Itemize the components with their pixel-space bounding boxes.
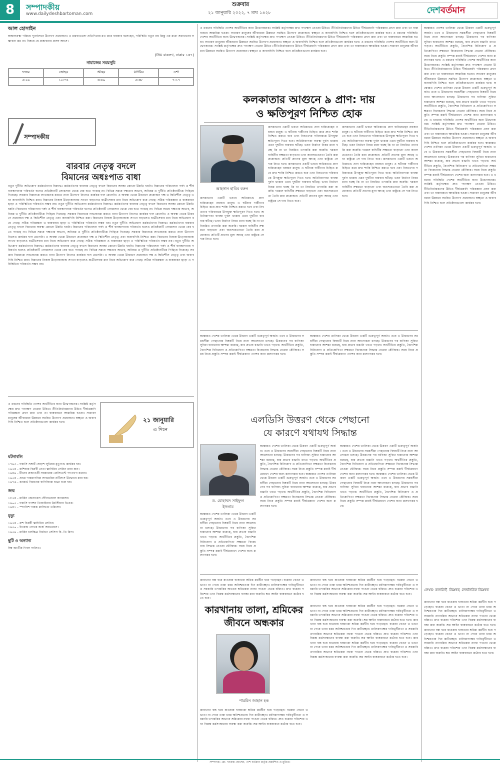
table-header: আছর — [84, 69, 119, 78]
ldc-intro-right — [310, 334, 418, 412]
divider — [200, 330, 418, 331]
history-heading-events: ঘটনাবলি — [8, 454, 23, 459]
header-day: শুক্রবার — [232, 2, 250, 8]
right-text: এ ধরনের পরিস্থিতি দেশের অর্থনীতির জন্য উদ্বেগজনক। সংশ্লিষ্ট কর্তৃপক্ষের দ্রুত পদক্ষেপ নেওয়া উচিত। নীতিনির্ধারকদের উচিত দীর্ঘমেয়াদি পরিকল্পনা গ্রহণ করা এবং তা বাস্তবায়নে আন্তরিক হওয়া। সাধারণ মানুষের জীবনমান উন্নয়নে সমন্বিত উদ্যোগ প্রয়োজন। স্বচ্ছতা ও জবাবদিহি নিশ্চিত হলে প্রতিষ্ঠানগুলো কার্যকর হবে। — [424, 58, 496, 86]
worker-body-right — [310, 604, 418, 754]
worker-author: শারমিন জাহান হক — [239, 698, 269, 703]
right-text: স্বল্পোন্নত দেশের তালিকা থেকে উত্তরণ একটি গুরুত্বপূর্ণ অর্জন। তবে এ উত্তরণের সময়সীমা পেছানোর বিষয়টি নিয়ে নানা আলোচনা চলছে। উত্তরণের পর বাণিজ্য সুবিধা হারানোর আশঙ্কা রয়েছে, যার প্রভাব রপ্তানি খাতে পড়বে। অর্থনীতির প্রস্তুতি, বৈদেশিক বিনিয়োগ ও প্রতিযোগিতা সক্ষমতা বিবেচনায় সিদ্ধান্ত নেওয়া যৌক্তিক। সময় নিয়ে প্রস্তুতি সম্পন্ন করাই দীর্ঘমেয়াদে দেশের জন্য কল্যাণকর হবে। — [424, 26, 496, 63]
date-box — [100, 402, 194, 448]
table-header: ফজর — [9, 69, 44, 78]
right-text: কারখানা বন্ধ হয়ে যাওয়ায় হাজারো শ্রমিক কর্মহীন হয়ে পড়েছেন। বকেয়া বেতন ও ভাতা না পেয়ে তারা চরম অনিশ্চয়তায় দিন কাটাচ্ছেন। মালিকপক্ষের দায়িত্বহীনতা ও সরকারি তদারকির অভাবে শ্রমিকেরা ন্যায্য পাওনা থেকে বঞ্চিত। দ্রুত বকেয়া পরিশোধ এবং বিকল্প কর্মসংস্থানের ব্যবস্থা করা জরুরি। শ্রম আইন বাস্তবায়নে কঠোর হতে হবে। — [424, 627, 496, 655]
table-header: জোহর — [43, 69, 84, 78]
list-item: ১৯৫৪ - প্রথম পারমাণবিক সাবমেরিন নটিলাস উদ্বোধন করা হয়। — [8, 475, 89, 480]
right-column-body — [424, 26, 496, 586]
worker-text: কারখানা বন্ধ হয়ে যাওয়ায় হাজারো শ্রমিক কর্মহীন হয়ে পড়েছেন। বকেয়া বেতন ও ভাতা না পেয়ে তারা চরম অনিশ্চয়তায় দিন কাটাচ্ছেন। মালিকপক্ষের দায়িত্বহীনতা ও সরকারি তদারকির অভাবে শ্রমিকেরা ন্যায্য পাওনা থেকে বঞ্চিত। দ্রুত বকেয়া পরিশোধ এবং বিকল্প কর্মসংস্থানের ব্যবস্থা করা জরুরি। শ্রম আইন বাস্তবায়নে কঠোর হতে হবে। — [310, 617, 418, 641]
right-column-footer: লেখক: কলামিস্ট, বিশ্লেষক, রাজনৈতিক বিশ্লেষক — [424, 588, 489, 592]
table-cell: ৩:৪৯ — [84, 77, 119, 86]
table-cell: ৫:৩৮ — [119, 77, 159, 86]
history-heading-holiday: ছুটি ও অন্যান্য — [8, 537, 32, 543]
table-header: এশা — [159, 69, 194, 78]
ldc-body-col0 — [200, 512, 256, 572]
list-item: ১৯২৪ - রুশ বিপ্লবী ভ্লাদিমির লেনিন। — [8, 520, 55, 525]
list-item: ১৯৪৯ - চীনের প্রজাতন্ত্রী সরকারের প্রেসিডেন্ট পদত্যাগ করেন। — [8, 471, 87, 476]
worker-text: কারখানা বন্ধ হয়ে যাওয়ায় হাজারো শ্রমিক কর্মহীন হয়ে পড়েছেন। বকেয়া বেতন ও ভাতা না পেয়ে তারা চরম অনিশ্চয়তায় দিন কাটাচ্ছেন। মালিকপক্ষের দায়িত্বহীনতা ও সরকারি তদারকির অভাবে শ্রমিকেরা ন্যায্য পাওনা থেকে বঞ্চিত। দ্রুত বকেয়া পরিশোধ এবং বিকল্প কর্মসংস্থানের ব্যবস্থা করা জরুরি। শ্রম আইন বাস্তবায়নে কঠোর হতে হবে। — [310, 604, 418, 622]
worker-intro-left — [200, 578, 304, 600]
date-box-date: ২১ জানুয়ারি — [143, 417, 174, 424]
section-title: সম্পাদকীয় — [26, 3, 60, 12]
ldc-headline-1: এলডিসি উত্তরণ থেকে পেছানো — [250, 415, 370, 426]
newspaper-logo — [394, 2, 498, 19]
editorial-label-box — [8, 118, 96, 146]
fire-body-col0 — [200, 196, 264, 326]
fire-text: কলকাতার একটি ভবনে অগ্নিকাণ্ডে প্রাণ হারিয়েছেন নয়জন মানুষ। এ ঘটনায় দায়ীদের চিহ্নিত করে দ্রুত শাস্তি নিশ্চিত করতে হবে এবং নিহতদের পরিবারকে উপযুক্ত ক্ষতিপূরণ দিতে হবে। অগ্নিনিরাপত্তা ব্যবস্থা দুর্বল থাকায় এমন দুর্ঘটনা বারবার ঘটছে। ভবন নির্মাণে নিয়ম মানা হচ্ছে কি না তা নিয়মিত তদারকি করা জরুরি। দমকল বাহিনীর সক্ষমতা বাড়ানো এবং জনসচেতনতা তৈরি করা প্রয়োজন। প্রতিটি প্রাণের মূল্য আছে এবং রাষ্ট্রকে সে দায় নিতে হবে। — [342, 157, 418, 198]
top-left-paragraph: স্বাস্থ্যব্যবস্থা পরিচয় পুনর্বাসনে উদ্যোগ প্রয়োজন। এ মন্তব্যগুলো প্রতিদিনের মত করে বারবার বলেছেন, পরিস্থিতি নতুন নয় কিন্তু এর মধ্যে সমাধানের সম্ভাবনা কম না। বিষয়ে যে প্রস্তাবনার প্রসঙ্গ আসে। — [8, 34, 194, 43]
ldc-text: স্বল্পোন্নত দেশের তালিকা থেকে উত্তরণ একটি গুরুত্বপূর্ণ অর্জন। তবে এ উত্তরণের সময়সীমা পেছানোর বিষয়টি নিয়ে নানা আলোচনা চলছে। উত্তরণের পর বাণিজ্য সুবিধা হারানোর আশঙ্কা রয়েছে, যার প্রভাব রপ্তানি খাতে পড়বে। অর্থনীতির প্রস্তুতি, বৈদেশিক বিনিয়োগ ও প্রতিযোগিতা সক্ষমতা বিবেচনায় সিদ্ধান্ত নেওয়া যৌক্তিক। সময় নিয়ে প্রস্তুতি সম্পন্ন করাই দীর্ঘমেয়াদে দেশের জন্য কল্যাণকর হবে। — [260, 444, 336, 476]
history-intro: এ ধরনের পরিস্থিতি দেশের অর্থনীতির জন্য উদ্বেগজনক। সংশ্লিষ্ট কর্তৃপক্ষের দ্রুত পদক্ষেপ নেওয়া উচিত। নীতিনির্ধারকদের উচিত দীর্ঘমেয়াদি পরিকল্পনা গ্রহণ করা এবং তা বাস্তবায়নে আন্তরিক হওয়া। সাধারণ মানুষের জীবনমান উন্নয়নে সমন্বিত উদ্যোগ প্রয়োজন। স্বচ্ছতা ও জবাবদিহি নিশ্চিত হলে প্রতিষ্ঠানগুলো কার্যকর হবে। — [8, 402, 96, 425]
author-photo — [200, 444, 256, 496]
header-divider — [0, 21, 500, 23]
top-strip-span: এ ধরনের পরিস্থিতি দেশের অর্থনীতির জন্য উদ্বেগজনক। সংশ্লিষ্ট কর্তৃপক্ষের দ্রুত পদক্ষেপ নেওয়া উচিত। নীতিনির্ধারকদের উচিত দীর্ঘমেয়াদি পরিকল্পনা গ্রহণ করা এবং তা বাস্তবায়নে আন্তরিক হওয়া। সাধারণ মানুষের জীবনমান উন্নয়নে সমন্বিত উদ্যোগ প্রয়োজন। স্বচ্ছতা ও জবাবদিহি নিশ্চিত হলে প্রতিষ্ঠানগুলো কার্যকর হবে। — [200, 30, 418, 44]
list-item: ১৯৫০ - ইংরেজ লেখক জর্জ অরওয়েল। — [8, 525, 59, 530]
fire-body-col2 — [342, 125, 418, 325]
fire-text: কলকাতার একটি ভবনে অগ্নিকাণ্ডে প্রাণ হারিয়েছেন নয়জন মানুষ। এ ঘটনায় দায়ীদের চিহ্নিত করে দ্রুত শাস্তি নিশ্চিত করতে হবে এবং নিহতদের পরিবারকে উপযুক্ত ক্ষতিপূরণ দিতে হবে। অগ্নিনিরাপত্তা ব্যবস্থা দুর্বল থাকায় এমন দুর্ঘটনা বারবার ঘটছে। ভবন নির্মাণে নিয়ম মানা হচ্ছে কি না তা নিয়মিত তদারকি করা জরুরি। দমকল বাহিনীর সক্ষমতা বাড়ানো এবং জনসচেতনতা তৈরি করা প্রয়োজন। প্রতিটি প্রাণের মূল্য আছে এবং রাষ্ট্রকে সে দায় নিতে হবে। — [200, 196, 264, 242]
website-url[interactable]: www.dailydeshbartoman.com — [26, 12, 93, 17]
editorial-headline-1: বারবার নেতৃত্ব বদলে — [66, 162, 136, 172]
list-item: ১৮২৪ - মার্কিন জেনারেল স্টোনওয়াল জ্যাকসন। — [8, 495, 70, 500]
footer-text: সম্পাদক: মো. ফারুক হোসেন, দেশ বর্তমান কর্তৃক প্রকাশিত ও মুদ্রিত। — [209, 760, 291, 764]
editorial-headline-2: বিমানের অধঃপাত বাধা — [61, 173, 141, 183]
page-number-badge: 8 — [0, 0, 20, 20]
ldc-text: স্বল্পোন্নত দেশের তালিকা থেকে উত্তরণ একটি গুরুত্বপূর্ণ অর্জন। তবে এ উত্তরণের সময়সীমা পেছানোর বিষয়টি নিয়ে নানা আলোচনা চলছে। উত্তরণের পর বাণিজ্য সুবিধা হারানোর আশঙ্কা রয়েছে, যার প্রভাব রপ্তানি খাতে পড়বে। অর্থনীতির প্রস্তুতি, বৈদেশিক বিনিয়োগ ও প্রতিযোগিতা সক্ষমতা বিবেচনায় সিদ্ধান্ত নেওয়া যৌক্তিক। সময় নিয়ে প্রস্তুতি সম্পন্ন করাই দীর্ঘমেয়াদে দেশের জন্য কল্যাণকর হবে। — [310, 334, 418, 357]
fire-text: কলকাতার একটি ভবনে অগ্নিকাণ্ডে প্রাণ হারিয়েছেন নয়জন মানুষ। এ ঘটনায় দায়ীদের চিহ্নিত করে দ্রুত শাস্তি নিশ্চিত করতে হবে এবং নিহতদের পরিবারকে উপযুক্ত ক্ষতিপূরণ দিতে হবে। অগ্নিনিরাপত্তা ব্যবস্থা দুর্বল থাকায় এমন দুর্ঘটনা বারবার ঘটছে। ভবন নির্মাণে নিয়ম মানা হচ্ছে কি না তা নিয়মিত তদারকি করা জরুরি। দমকল বাহিনীর সক্ষমতা বাড়ানো এবং জনসচেতনতা তৈরি করা প্রয়োজন। প্রতিটি প্রাণের মূল্য আছে এবং রাষ্ট্রকে সে দায় নিতে হবে। — [268, 161, 338, 203]
history-heading-deaths: মৃত্যু — [8, 512, 15, 518]
history-list — [8, 454, 194, 759]
editorial-label: সম্পাদকীয় — [24, 134, 50, 141]
ldc-headline-2: যে কারণে যথাযথ সিদ্ধান্ত — [263, 428, 357, 439]
right-text: স্বল্পোন্নত দেশের তালিকা থেকে উত্তরণ একটি গুরুত্বপূর্ণ অর্জন। তবে এ উত্তরণের সময়সীমা পেছানোর বিষয়টি নিয়ে নানা আলোচনা চলছে। উত্তরণের পর বাণিজ্য সুবিধা হারানোর আশঙ্কা রয়েছে, যার প্রভাব রপ্তানি খাতে পড়বে। অর্থনীতির প্রস্তুতি, বৈদেশিক বিনিয়োগ ও প্রতিযোগিতা সক্ষমতা বিবেচনায় সিদ্ধান্ত নেওয়া যৌক্তিক। সময় নিয়ে প্রস্তুতি সম্পন্ন করাই দীর্ঘমেয়াদে দেশের জন্য কল্যাণকর হবে। — [424, 81, 496, 122]
worker-text: কারখানা বন্ধ হয়ে যাওয়ায় হাজারো শ্রমিক কর্মহীন হয়ে পড়েছেন। বকেয়া বেতন ও ভাতা না পেয়ে তারা চরম অনিশ্চয়তায় দিন কাটাচ্ছেন। মালিকপক্ষের দায়িত্বহীনতা ও সরকারি তদারকির অভাবে শ্রমিকেরা ন্যায্য পাওনা থেকে বঞ্চিত। দ্রুত বকেয়া পরিশোধ এবং বিকল্প কর্মসংস্থানের ব্যবস্থা করা জরুরি। শ্রম আইন বাস্তবায়নে কঠোর হতে হবে। — [310, 636, 418, 659]
list-item: ১৯৫৯ - মার্কিন চলচ্চিত্র নির্মাতা সেসিল বি. ডি মিল। — [8, 529, 74, 534]
table-cell: ৭:১৭ — [159, 77, 194, 86]
right-text: এ ধরনের পরিস্থিতি দেশের অর্থনীতির জন্য উদ্বেগজনক। সংশ্লিষ্ট কর্তৃপক্ষের দ্রুত পদক্ষেপ নেওয়া উচিত। নীতিনির্ধারকদের উচিত দীর্ঘমেয়াদি পরিকল্পনা গ্রহণ করা এবং তা বাস্তবায়নে আন্তরিক হওয়া। সাধারণ মানুষের জীবনমান উন্নয়নে সমন্বিত উদ্যোগ প্রয়োজন। স্বচ্ছতা ও জবাবদিহি নিশ্চিত হলে প্রতিষ্ঠানগুলো কার্যকর হবে। — [424, 173, 496, 205]
ldc-body-col2 — [340, 444, 418, 572]
editorial-text: নতুন দুর্নীতি অভিযোগ কর্মকর্তাদের বিরুদ্ধে। কর্মকর্তাদের বারবার নেতৃত্ব বদলে বিমানের অবস্থা কোনো উন্নতি হয়নি। বিমানের পরিচালনা পর্ষদ ও শীর্ষ ব্যবস্থাপনায় পরিবর্তন হলেও প্রতিষ্ঠানটি লোকসান থেকে বের হতে পারছে না। বিভিন্ন সময়ে দক্ষতার অভাব, অনিয়ম ও দুর্নীতি প্রতিষ্ঠানটিকে পিছিয়ে দিয়েছে। সরকার বিমানকে লাভজনক করতে নানা উদ্যোগ নিলেও কার্যকর ফল মেলেনি। এ অবস্থা থেকে উত্তরণে প্রয়োজন দক্ষ ও স্থিতিশীল নেতৃত্ব এবং জবাবদিহি নিশ্চিত করা। বিমানের নিজস্ব উড়োজাহাজ সংখ্যা বাড়লেও যাত্রীসেবার মান নিয়ে অভিযোগ রয়ে গেছে। সঠিক পরিকল্পনা ও বাস্তবায়ন ছাড়া এ পরিস্থিতির পরিবর্তন সম্ভব নয়। — [8, 202, 194, 225]
right-text: এ ধরনের পরিস্থিতি দেশের অর্থনীতির জন্য উদ্বেগজনক। সংশ্লিষ্ট কর্তৃপক্ষের দ্রুত পদক্ষেপ নেওয়া উচিত। নীতিনির্ধারকদের উচিত দীর্ঘমেয়াদি পরিকল্পনা গ্রহণ করা এবং তা বাস্তবায়নে আন্তরিক হওয়া। সাধারণ মানুষের জীবনমান উন্নয়নে সমন্বিত উদ্যোগ প্রয়োজন। স্বচ্ছতা ও জবাবদিহি নিশ্চিত হলে প্রতিষ্ঠানগুলো কার্যকর হবে। — [424, 117, 496, 145]
right-text: স্বল্পোন্নত দেশের তালিকা থেকে উত্তরণ একটি গুরুত্বপূর্ণ অর্জন। তবে এ উত্তরণের সময়সীমা পেছানোর বিষয়টি নিয়ে নানা আলোচনা চলছে। উত্তরণের পর বাণিজ্য সুবিধা হারানোর আশঙ্কা রয়েছে, যার প্রভাব রপ্তানি খাতে পড়বে। অর্থনীতির প্রস্তুতি, বৈদেশিক বিনিয়োগ ও প্রতিযোগিতা সক্ষমতা বিবেচনায় সিদ্ধান্ত নেওয়া যৌক্তিক। সময় নিয়ে প্রস্তুতি সম্পন্ন করাই দীর্ঘমেয়াদে দেশের জন্য কল্যাণকর হবে। — [424, 140, 496, 177]
logo-text-left: দেশ — [426, 6, 441, 16]
column-divider — [421, 24, 422, 762]
divider — [8, 396, 194, 397]
author-tag: আল হোসাইন — [8, 26, 36, 32]
fire-author: আহসান হাবিব বরুন — [215, 186, 249, 191]
author-photo — [200, 125, 264, 183]
ldc-text: স্বল্পোন্নত দেশের তালিকা থেকে উত্তরণ একটি গুরুত্বপূর্ণ অর্জন। তবে এ উত্তরণের সময়সীমা পেছানোর বিষয়টি নিয়ে নানা আলোচনা চলছে। উত্তরণের পর বাণিজ্য সুবিধা হারানোর আশঙ্কা রয়েছে, যার প্রভাব রপ্তানি খাতে পড়বে। অর্থনীতির প্রস্তুতি, বৈদেশিক বিনিয়োগ ও প্রতিযোগিতা সক্ষমতা বিবেচনায় সিদ্ধান্ত নেওয়া যৌক্তিক। সময় নিয়ে প্রস্তুতি সম্পন্ন করাই দীর্ঘমেয়াদে দেশের জন্য কল্যাণকর হবে। — [200, 512, 256, 558]
list-item: ১৯৭৬ - কনকর্ড বিমানের বাণিজ্যিক যাত্রা শুরু হয়। — [8, 480, 72, 485]
worker-body-left — [200, 708, 308, 754]
top-left-signature: (প্রিয় বাকল্যা, ঢাকার ১৩৭) — [154, 53, 194, 57]
worker-text: কারখানা বন্ধ হয়ে যাওয়ায় হাজারো শ্রমিক কর্মহীন হয়ে পড়েছেন। বকেয়া বেতন ও ভাতা না পেয়ে তারা চরম অনিশ্চয়তায় দিন কাটাচ্ছেন। মালিকপক্ষের দায়িত্বহীনতা ও সরকারি তদারকির অভাবে শ্রমিকেরা ন্যায্য পাওনা থেকে বঞ্চিত। দ্রুত বকেয়া পরিশোধ এবং বিকল্প কর্মসংস্থানের ব্যবস্থা করা জরুরি। শ্রম আইন বাস্তবায়নে কঠোর হতে হবে। — [200, 578, 304, 600]
column-divider — [197, 24, 198, 762]
ldc-text: স্বল্পোন্নত দেশের তালিকা থেকে উত্তরণ একটি গুরুত্বপূর্ণ অর্জন। তবে এ উত্তরণের সময়সীমা পেছানোর বিষয়টি নিয়ে নানা আলোচনা চলছে। উত্তরণের পর বাণিজ্য সুবিধা হারানোর আশঙ্কা রয়েছে, যার প্রভাব রপ্তানি খাতে পড়বে। অর্থনীতির প্রস্তুতি, বৈদেশিক বিনিয়োগ ও প্রতিযোগিতা সক্ষমতা বিবেচনায় সিদ্ধান্ত নেওয়া যৌক্তিক। সময় নিয়ে প্রস্তুতি সম্পন্ন করাই দীর্ঘমেয়াদে দেশের জন্য কল্যাণকর হবে। — [340, 444, 418, 476]
fire-headline-1: কলকাতার আগুনে ৯ প্রাণ: দায় — [243, 94, 375, 106]
worker-headline-2: জীবনে অন্ধকার — [224, 618, 284, 629]
editorial-text: নতুন দুর্নীতি অভিযোগ কর্মকর্তাদের বিরুদ্ধে। কর্মকর্তাদের বারবার নেতৃত্ব বদলে বিমানের অবস্থা কোনো উন্নতি হয়নি। বিমানের পরিচালনা পর্ষদ ও শীর্ষ ব্যবস্থাপনায় পরিবর্তন হলেও প্রতিষ্ঠানটি লোকসান থেকে বের হতে পারছে না। বিভিন্ন সময়ে দক্ষতার অভাব, অনিয়ম ও দুর্নীতি প্রতিষ্ঠানটিকে পিছিয়ে দিয়েছে। সরকার বিমানকে লাভজনক করতে নানা উদ্যোগ নিলেও কার্যকর ফল মেলেনি। এ অবস্থা থেকে উত্তরণে প্রয়োজন দক্ষ ও স্থিতিশীল নেতৃত্ব এবং জবাবদিহি নিশ্চিত করা। বিমানের নিজস্ব উড়োজাহাজ সংখ্যা বাড়লেও যাত্রীসেবার মান নিয়ে অভিযোগ রয়ে গেছে। সঠিক পরিকল্পনা ও বাস্তবায়ন ছাড়া এ পরিস্থিতির পরিবর্তন সম্ভব নয়। — [8, 220, 194, 244]
worker-text: কারখানা বন্ধ হয়ে যাওয়ায় হাজারো শ্রমিক কর্মহীন হয়ে পড়েছেন। বকেয়া বেতন ও ভাতা না পেয়ে তারা চরম অনিশ্চয়তায় দিন কাটাচ্ছেন। মালিকপক্ষের দায়িত্বহীনতা ও সরকারি তদারকির অভাবে শ্রমিকেরা ন্যায্য পাওনা থেকে বঞ্চিত। দ্রুত বকেয়া পরিশোধ এবং বিকল্প কর্মসংস্থানের ব্যবস্থা করা জরুরি। শ্রম আইন বাস্তবায়নে কঠোর হতে হবে। — [310, 578, 418, 596]
prayer-table-title: নামাজের সময়সূচি — [86, 60, 116, 65]
header-date: ২১ জানুয়ারি ২০২২, ৭ মাঘ ১৪২৮ — [208, 11, 272, 16]
ldc-text: স্বল্পোন্নত দেশের তালিকা থেকে উত্তরণ একটি গুরুত্বপূর্ণ অর্জন। তবে এ উত্তরণের সময়সীমা পেছানোর বিষয়টি নিয়ে নানা আলোচনা চলছে। উত্তরণের পর বাণিজ্য সুবিধা হারানোর আশঙ্কা রয়েছে, যার প্রভাব রপ্তানি খাতে পড়বে। অর্থনীতির প্রস্তুতি, বৈদেশিক বিনিয়োগ ও প্রতিযোগিতা সক্ষমতা বিবেচনায় সিদ্ধান্ত নেওয়া যৌক্তিক। সময় নিয়ে প্রস্তুতি সম্পন্ন করাই দীর্ঘমেয়াদে দেশের জন্য কল্যাণকর হবে। — [260, 471, 336, 508]
ldc-author-2: ইসলাম — [222, 504, 234, 509]
right-column-body-2 — [424, 600, 496, 750]
top-strip-span: এ ধরনের পরিস্থিতি দেশের অর্থনীতির জন্য উদ্বেগজনক। সংশ্লিষ্ট কর্তৃপক্ষের দ্রুত পদক্ষেপ নেওয়া উচিত। নীতিনির্ধারকদের উচিত দীর্ঘমেয়াদি পরিকল্পনা গ্রহণ করা এবং তা বাস্তবায়নে আন্তরিক হওয়া। সাধারণ মানুষের জীবনমান উন্নয়নে সমন্বিত উদ্যোগ প্রয়োজন। স্বচ্ছতা ও জবাবদিহি নিশ্চিত হলে প্রতিষ্ঠানগুলো কার্যকর হবে। — [200, 26, 418, 35]
fire-text: কলকাতার একটি ভবনে অগ্নিকাণ্ডে প্রাণ হারিয়েছেন নয়জন মানুষ। এ ঘটনায় দায়ীদের চিহ্নিত করে দ্রুত শাস্তি নিশ্চিত করতে হবে এবং নিহতদের পরিবারকে উপযুক্ত ক্ষতিপূরণ দিতে হবে। অগ্নিনিরাপত্তা ব্যবস্থা দুর্বল থাকায় এমন দুর্ঘটনা বারবার ঘটছে। ভবন নির্মাণে নিয়ম মানা হচ্ছে কি না তা নিয়মিত তদারকি করা জরুরি। দমকল বাহিনীর সক্ষমতা বাড়ানো এবং জনসচেতনতা তৈরি করা প্রয়োজন। প্রতিটি প্রাণের মূল্য আছে এবং রাষ্ট্রকে সে দায় নিতে হবে। — [268, 125, 338, 166]
worker-text: কারখানা বন্ধ হয়ে যাওয়ায় হাজারো শ্রমিক কর্মহীন হয়ে পড়েছেন। বকেয়া বেতন ও ভাতা না পেয়ে তারা চরম অনিশ্চয়তায় দিন কাটাচ্ছেন। মালিকপক্ষের দায়িত্বহীনতা ও সরকারি তদারকির অভাবে শ্রমিকেরা ন্যায্য পাওনা থেকে বঞ্চিত। দ্রুত বকেয়া পরিশোধ এবং বিকল্প কর্মসংস্থানের ব্যবস্থা করা জরুরি। শ্রম আইন বাস্তবায়নে কঠোর হতে হবে। — [200, 708, 308, 726]
editorial-text: নতুন দুর্নীতি অভিযোগ কর্মকর্তাদের বিরুদ্ধে। কর্মকর্তাদের বারবার নেতৃত্ব বদলে বিমানের অবস্থা কোনো উন্নতি হয়নি। বিমানের পরিচালনা পর্ষদ ও শীর্ষ ব্যবস্থাপনায় পরিবর্তন হলেও প্রতিষ্ঠানটি লোকসান থেকে বের হতে পারছে না। বিভিন্ন সময়ে দক্ষতার অভাব, অনিয়ম ও দুর্নীতি প্রতিষ্ঠানটিকে পিছিয়ে দিয়েছে। সরকার বিমানকে লাভজনক করতে নানা উদ্যোগ নিলেও কার্যকর ফল মেলেনি। এ অবস্থা থেকে উত্তরণে প্রয়োজন দক্ষ ও স্থিতিশীল নেতৃত্ব এবং জবাবদিহি নিশ্চিত করা। বিমানের নিজস্ব উড়োজাহাজ সংখ্যা বাড়লেও যাত্রীসেবার মান নিয়ে অভিযোগ রয়ে গেছে। সঠিক পরিকল্পনা ও বাস্তবায়ন ছাড়া এ পরিস্থিতির পরিবর্তন সম্ভব নয়। — [8, 184, 194, 207]
list-item: ১৯৪১ - স্প্যানিশ গায়ক প্লাসিডো ডমিঙ্গো। — [8, 505, 61, 510]
ldc-author-1: ড. মোহাম্মদ সাইফুল — [212, 498, 244, 503]
ldc-text: স্বল্পোন্নত দেশের তালিকা থেকে উত্তরণ একটি গুরুত্বপূর্ণ অর্জন। তবে এ উত্তরণের সময়সীমা পেছানোর বিষয়টি নিয়ে নানা আলোচনা চলছে। উত্তরণের পর বাণিজ্য সুবিধা হারানোর আশঙ্কা রয়েছে, যার প্রভাব রপ্তানি খাতে পড়বে। অর্থনীতির প্রস্তুতি, বৈদেশিক বিনিয়োগ ও প্রতিযোগিতা সক্ষমতা বিবেচনায় সিদ্ধান্ত নেওয়া যৌক্তিক। সময় নিয়ে প্রস্তুতি সম্পন্ন করাই দীর্ঘমেয়াদে দেশের জন্য কল্যাণকর হবে। — [200, 334, 304, 357]
ldc-body-col1 — [260, 444, 336, 572]
divider — [200, 574, 418, 575]
editorial-text: নতুন দুর্নীতি অভিযোগ কর্মকর্তাদের বিরুদ্ধে। কর্মকর্তাদের বারবার নেতৃত্ব বদলে বিমানের অবস্থা কোনো উন্নতি হয়নি। বিমানের পরিচালনা পর্ষদ ও শীর্ষ ব্যবস্থাপনায় পরিবর্তন হলেও প্রতিষ্ঠানটি লোকসান থেকে বের হতে পারছে না। বিভিন্ন সময়ে দক্ষতার অভাব, অনিয়ম ও দুর্নীতি প্রতিষ্ঠানটিকে পিছিয়ে দিয়েছে। সরকার বিমানকে লাভজনক করতে নানা উদ্যোগ নিলেও কার্যকর ফল মেলেনি। এ অবস্থা থেকে উত্তরণে প্রয়োজন দক্ষ ও স্থিতিশীল নেতৃত্ব এবং জবাবদিহি নিশ্চিত করা। বিমানের নিজস্ব উড়োজাহাজ সংখ্যা বাড়লেও যাত্রীসেবার মান নিয়ে অভিযোগ রয়ে গেছে। সঠিক পরিকল্পনা ও বাস্তবায়ন ছাড়া এ পরিস্থিতির পরিবর্তন সম্ভব নয়। — [8, 239, 194, 267]
list-item: বিশ্ব জাতীয় দিবস পালিত। — [8, 545, 41, 550]
top-strip-text — [200, 26, 418, 90]
right-text: কারখানা বন্ধ হয়ে যাওয়ায় হাজারো শ্রমিক কর্মহীন হয়ে পড়েছেন। বকেয়া বেতন ও ভাতা না পেয়ে তারা চরম অনিশ্চয়তায় দিন কাটাচ্ছেন। মালিকপক্ষের দায়িত্বহীনতা ও সরকারি তদারকির অভাবে শ্রমিকেরা ন্যায্য পাওনা থেকে বঞ্চিত। দ্রুত বকেয়া পরিশোধ এবং বিকল্প কর্মসংস্থানের ব্যবস্থা করা জরুরি। শ্রম আইন বাস্তবায়নে কঠোর হতে হবে। — [424, 600, 496, 627]
editorial-body — [8, 184, 194, 392]
quill-icon — [105, 409, 141, 445]
prayer-time-table — [8, 60, 194, 86]
top-strip-span: এ ধরনের পরিস্থিতি দেশের অর্থনীতির জন্য উদ্বেগজনক। সংশ্লিষ্ট কর্তৃপক্ষের দ্রুত পদক্ষেপ নেওয়া উচিত। নীতিনির্ধারকদের উচিত দীর্ঘমেয়াদি পরিকল্পনা গ্রহণ করা এবং তা বাস্তবায়নে আন্তরিক হওয়া। সাধারণ মানুষের জীবনমান উন্নয়নে সমন্বিত উদ্যোগ প্রয়োজন। স্বচ্ছতা ও জবাবদিহি নিশ্চিত হলে প্রতিষ্ঠানগুলো কার্যকর হবে। — [200, 39, 418, 53]
ldc-intro-left — [200, 334, 304, 412]
history-heading-births: জন্ম — [8, 487, 15, 493]
date-box-label: এ দিনে — [153, 427, 168, 433]
fire-body-col1 — [268, 125, 338, 325]
divider — [204, 122, 414, 123]
list-item: ১৯২৪ - রাশিয়ার বিপ্লবী নেতা ভ্লাদিমির লেনিন মারা যান। — [8, 466, 80, 471]
table-header: মাগরিব — [119, 69, 159, 78]
worker-intro-right — [310, 578, 418, 600]
fire-text: কলকাতার একটি ভবনে অগ্নিকাণ্ডে প্রাণ হারিয়েছেন নয়জন মানুষ। এ ঘটনায় দায়ীদের চিহ্নিত করে দ্রুত শাস্তি নিশ্চিত করতে হবে এবং নিহতদের পরিবারকে উপযুক্ত ক্ষতিপূরণ দিতে হবে। অগ্নিনিরাপত্তা ব্যবস্থা দুর্বল থাকায় এমন দুর্ঘটনা বারবার ঘটছে। ভবন নির্মাণে নিয়ম মানা হচ্ছে কি না তা নিয়মিত তদারকি করা জরুরি। দমকল বাহিনীর সক্ষমতা বাড়ানো এবং জনসচেতনতা তৈরি করা প্রয়োজন। প্রতিটি প্রাণের মূল্য আছে এবং রাষ্ট্রকে সে দায় নিতে হবে। — [342, 125, 418, 162]
ldc-text: স্বল্পোন্নত দেশের তালিকা থেকে উত্তরণ একটি গুরুত্বপূর্ণ অর্জন। তবে এ উত্তরণের সময়সীমা পেছানোর বিষয়টি নিয়ে নানা আলোচনা চলছে। উত্তরণের পর বাণিজ্য সুবিধা হারানোর আশঙ্কা রয়েছে, যার প্রভাব রপ্তানি খাতে পড়বে। অর্থনীতির প্রস্তুতি, বৈদেশিক বিনিয়োগ ও প্রতিযোগিতা সক্ষমতা বিবেচনায় সিদ্ধান্ত নেওয়া যৌক্তিক। সময় নিয়ে প্রস্তুতি সম্পন্ন করাই দীর্ঘমেয়াদে দেশের জন্য কল্যাণকর হবে। — [340, 471, 418, 508]
table-cell: ১২:০৪ — [43, 77, 84, 86]
list-item: ১৭৯৩ - ফরাসি সম্রাট ষোড়শ লুইয়ের মৃত্যুদণ্ড কার্যকর হয়। — [8, 462, 81, 466]
author-photo — [216, 634, 270, 694]
logo-text-right: বর্তমান — [440, 6, 466, 16]
fire-headline-2: ও ক্ষতিপূরণ নিশ্চিত হোক — [256, 108, 362, 120]
table-cell: ৫:২৬ — [9, 77, 44, 86]
list-item: ১৯০৫ - ফরাসি ফ্যাশন ডিজাইনার ক্রিস্টিয়ান ডিওর। — [8, 500, 74, 505]
worker-headline-1: কারখানায় তালা, শ্রমিকের — [204, 605, 304, 616]
